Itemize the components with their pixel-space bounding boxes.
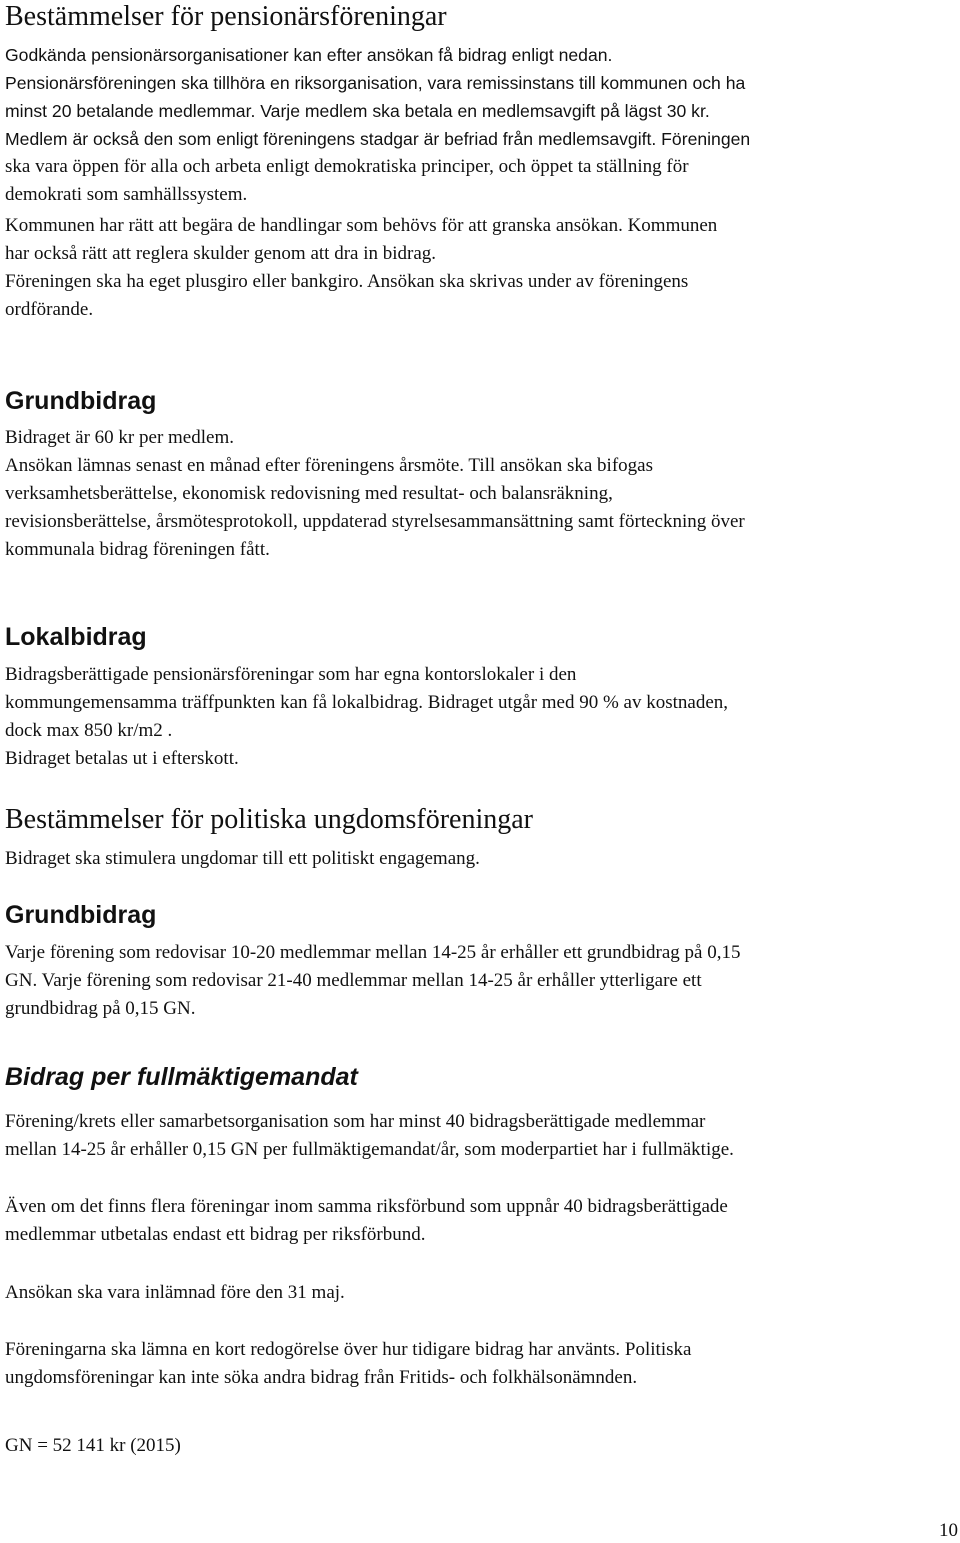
text-line: Även om det finns flera föreningar inom samma riksförbund som uppnår 40 bidragsberättigade <box>5 1196 728 1217</box>
text-line: Ansökan lämnas senast en månad efter föreningens årsmöte. Till ansökan ska bifogas <box>5 455 653 476</box>
text-line: har också rätt att reglera skulder genom att dra in bidrag. <box>5 243 437 264</box>
heading-pension-grundbidrag: Grundbidrag <box>5 387 157 415</box>
paragraph-mandat-report <box>5 1336 955 1392</box>
text-line: ska vara öppen för alla och arbeta enligt demokratiska principer, och öppet ta ställning för <box>5 156 689 177</box>
text-line: Godkända pensionärsorganisationer kan efter ansökan få bidrag enligt nedan. <box>5 45 613 65</box>
text-line: ungdomsföreningar kan inte söka andra bidrag från Fritids- och folkhälsonämnden. <box>5 1367 638 1388</box>
text-line: Föreningarna ska lämna en kort redogörelse över hur tidigare bidrag har använts. Politiska <box>5 1339 692 1360</box>
text-line: Bidraget betalas ut i efterskott. <box>5 748 239 769</box>
text-line: Varje förening som redovisar 10-20 medlemmar mellan 14-25 år erhåller ett grundbidrag på 0,15 <box>5 942 741 963</box>
paragraph-youth-intro <box>5 845 955 873</box>
text-line: Förening/krets eller samarbetsorganisation som har minst 40 bidragsberättigade medlemmar <box>5 1111 706 1132</box>
text-line: Bidragsberättigade pensionärsföreningar som har egna kontorslokaler i den <box>5 664 577 685</box>
paragraph-pension-application <box>5 452 955 564</box>
text-line: Bidraget är 60 kr per medlem. <box>5 427 234 448</box>
text-line: GN. Varje förening som redovisar 21-40 medlemmar mellan 14-25 år erhåller ytterligare ett <box>5 970 702 991</box>
text-line: revisionsberättelse, årsmötesprotokoll, uppdaterad styrelsesammansättning samt förteckning över <box>5 511 745 532</box>
heading-youth-grundbidrag: Grundbidrag <box>5 901 157 929</box>
text-line: medlemmar utbetalas endast ett bidrag per riksförbund. <box>5 1224 426 1245</box>
paragraph-pension-amount <box>5 424 955 452</box>
paragraph-lokalbidrag <box>5 661 955 773</box>
text-line: verksamhetsberättelse, ekonomisk redovisning med resultat- och balansräkning, <box>5 483 613 504</box>
paragraph-mandat-1 <box>5 1108 955 1164</box>
paragraph-pension-review <box>5 212 955 268</box>
paragraph-gn-note <box>5 1432 955 1460</box>
heading-youth-rules: Bestämmelser för politiska ungdomsföreningar <box>5 804 533 835</box>
heading-pension-rules: Bestämmelser för pensionärsföreningar <box>5 1 447 32</box>
heading-mandat-bidrag: Bidrag per fullmäktigemandat <box>5 1063 358 1091</box>
heading-lokalbidrag: Lokalbidrag <box>5 623 147 651</box>
text-line: kommungemensamma träffpunkten kan få lokalbidrag. Bidraget utgår med 90 % av kostnaden, <box>5 692 729 713</box>
page-number: 10 <box>939 1520 958 1541</box>
text-line: ordförande. <box>5 299 94 320</box>
text-line: kommunala bidrag föreningen fått. <box>5 539 270 560</box>
paragraph-deadline <box>5 1279 955 1307</box>
paragraph-pension-intro <box>5 41 955 209</box>
text-line: Medlem är också den som enligt föreningens stadgar är befriad från medlemsavgift. Föreningen <box>5 129 751 149</box>
text-line: minst 20 betalande medlemmar. Varje medlem ska betala en medlemsavgift på lägst 30 kr. <box>5 101 710 121</box>
paragraph-pension-account <box>5 268 955 324</box>
text-line: Föreningen ska ha eget plusgiro eller bankgiro. Ansökan ska skrivas under av föreningens <box>5 271 689 292</box>
paragraph-mandat-2 <box>5 1193 955 1249</box>
text-line: Bidraget ska stimulera ungdomar till ett politiskt engagemang. <box>5 848 480 869</box>
text-line: Ansökan ska vara inlämnad före den 31 maj. <box>5 1282 345 1303</box>
text-line: grundbidrag på 0,15 GN. <box>5 998 196 1019</box>
text-line: Kommunen har rätt att begära de handlingar som behövs för att granska ansökan. Kommunen <box>5 215 718 236</box>
paragraph-youth-grundbidrag <box>5 939 955 1023</box>
text-line: mellan 14-25 år erhåller 0,15 GN per fullmäktigemandat/år, som moderpartiet har i fullmäktige. <box>5 1139 734 1160</box>
text-line: GN = 52 141 kr (2015) <box>5 1435 181 1456</box>
text-line: Pensionärsföreningen ska tillhöra en riksorganisation, vara remissinstans till kommunen och ha <box>5 73 746 93</box>
text-line: dock max 850 kr/m2 . <box>5 720 173 741</box>
text-line: demokrati som samhällssystem. <box>5 184 248 205</box>
